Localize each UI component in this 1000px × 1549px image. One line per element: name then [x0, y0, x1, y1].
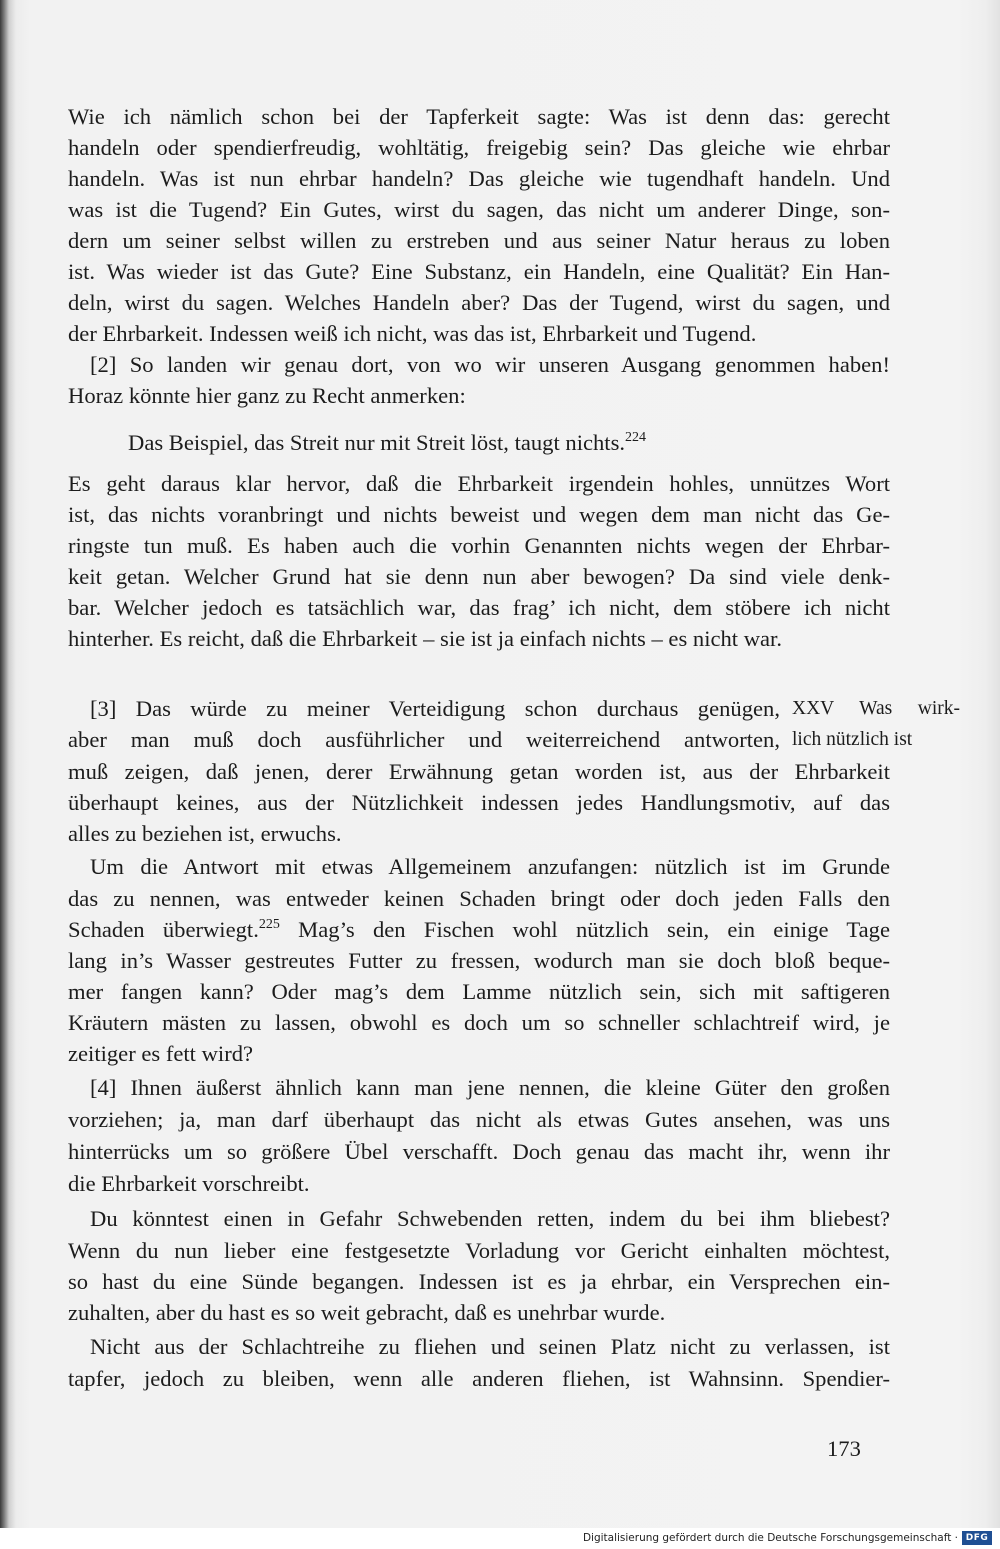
text-line: mer fangen kann? Oder mag’s dem Lamme nützlich sein, sich mit saftigeren: [68, 979, 890, 1004]
text-line: Horaz könnte hier ganz zu Recht anmerken:: [68, 383, 466, 408]
text-line: [3] Das würde zu meiner Verteidigung schon durchaus genügen,: [90, 696, 780, 721]
text-line: was ist die Tugend? Ein Gutes, wirst du sagen, das nicht um anderer Dinge, son-: [68, 197, 890, 222]
text-line: vorziehen; ja, man darf überhaupt das nicht als etwas Gutes ansehen, was uns: [68, 1107, 890, 1132]
text-line: ringste tun muß. Es haben auch die vorhin Genannten nichts wegen der Ehrbar-: [68, 533, 890, 558]
page-number: 173: [827, 1436, 861, 1461]
footnote-ref-224: 224: [625, 430, 647, 445]
text-line: die Ehrbarkeit vorschreibt.: [68, 1171, 310, 1196]
text-line: deln, wirst du sagen. Welches Handeln aber? Das der Tugend, wirst du sagen, und: [68, 290, 890, 315]
text-line: ist. Was wieder ist das Gute? Eine Substanz, ein Handeln, eine Qualität? Ein Han-: [68, 259, 890, 284]
text-line: überhaupt keines, aus der Nützlichkeit indessen jedes Handlungsmotiv, auf das: [68, 790, 890, 815]
text-line: zuhalten, aber du hast es so weit gebracht, daß es unehrbar wurde.: [68, 1300, 666, 1325]
quotation-line: Das Beispiel, das Streit nur mit Streit löst, taugt nichts.$^{224}$: [128, 430, 647, 455]
text-line: Um die Antwort mit etwas Allgemeinem anzufangen: nützlich ist im Grunde: [90, 854, 890, 879]
text-line: dern um seiner selbst willen zu erstreben und aus seiner Natur heraus zu loben: [68, 228, 890, 253]
text-line: keit getan. Welcher Grund hat sie denn nun aber bewogen? Da sind viele denk-: [68, 564, 890, 589]
text-line: das zu nennen, was entweder keinen Schaden bringt oder doch jeden Falls den: [68, 886, 890, 911]
text-line: zeitiger es fett wird?: [68, 1041, 254, 1066]
text-line: so hast du eine Sünde begangen. Indessen ist es ja ehrbar, ein Versprechen ein-: [68, 1269, 890, 1294]
text-line: Du könntest einen in Gefahr Schwebenden retten, indem du bei ihm bliebest?: [90, 1206, 890, 1231]
text-line: bar. Welcher jedoch es tatsächlich war, das frag’ ich nicht, dem stöbere ich nicht: [68, 595, 890, 620]
text-line: muß zeigen, daß jenen, derer Erwähnung getan worden ist, aus der Ehrbarkeit: [68, 759, 890, 784]
text-line: [4] Ihnen äußerst ähnlich kann man jene nennen, die kleine Güter den großen: [90, 1075, 890, 1100]
text-line: alles zu beziehen ist, erwuchs.: [68, 821, 342, 846]
margin-note-line: XXV Was wirk-: [792, 698, 960, 719]
text-line: hinterher. Es reicht, daß die Ehrbarkeit – sie ist ja einfach nichts – es nicht war.: [68, 626, 782, 651]
text-line: tapfer, jedoch zu bleiben, wenn alle anderen fliehen, ist Wahnsinn. Spendier-: [68, 1366, 890, 1391]
text-line: [2] So landen wir genau dort, von wo wir unseren Ausgang genommen haben!: [90, 352, 890, 377]
text-line: handeln oder spendierfreudig, wohltätig, freigebig sein? Das gleiche wie ehrbar: [68, 135, 890, 160]
text-line: ist, das nichts voranbringt und nichts beweist und wegen dem man nicht das Ge-: [68, 502, 890, 527]
dfg-logo-icon: DFG: [962, 1531, 992, 1545]
text-line: Kräutern mästen zu lassen, obwohl es doch um so schneller schlachtreif wird, je: [68, 1010, 890, 1035]
text-line: Es geht daraus klar hervor, daß die Ehrbarkeit irgendein hohles, unnützes Wort: [68, 471, 890, 496]
text-line: handeln. Was ist nun ehrbar handeln? Das gleiche wie tugendhaft handeln. Und: [68, 166, 890, 191]
dfg-credit-text: Digitalisierung gefördert durch die Deutsche Forschungsgemeinschaft ·: [582, 1532, 958, 1544]
text-line: Wie ich nämlich schon bei der Tapferkeit sagte: Was ist denn das: gerecht: [68, 104, 890, 129]
text-line: lang in’s Wasser gestreutes Futter zu fressen, wodurch man sie doch bloß beque-: [68, 948, 890, 973]
footnote-ref-225: 225: [258, 917, 280, 932]
text-line: aber man muß doch ausführlicher und weiterreichend antworten,: [68, 727, 780, 752]
text-line: Schaden überwiegt.$^{225}$ Mag’s den Fischen wohl nützlich sein, ein einige Tage: [68, 917, 890, 942]
text-line: hinterrücks um so größere Übel verschafft. Doch genau das macht ihr, wenn ihr: [68, 1139, 890, 1164]
text-line: Wenn du nun lieber eine festgesetzte Vorladung vor Gericht einhalten möchtest,: [68, 1238, 890, 1263]
text-line: Nicht aus der Schlachtreihe zu fliehen und seinen Platz nicht zu verlassen, ist: [90, 1334, 890, 1359]
margin-note-line: lich nützlich ist: [792, 729, 913, 750]
text-line: der Ehrbarkeit. Indessen weiß ich nicht, was das ist, Ehrbarkeit und Tugend.: [68, 321, 757, 346]
